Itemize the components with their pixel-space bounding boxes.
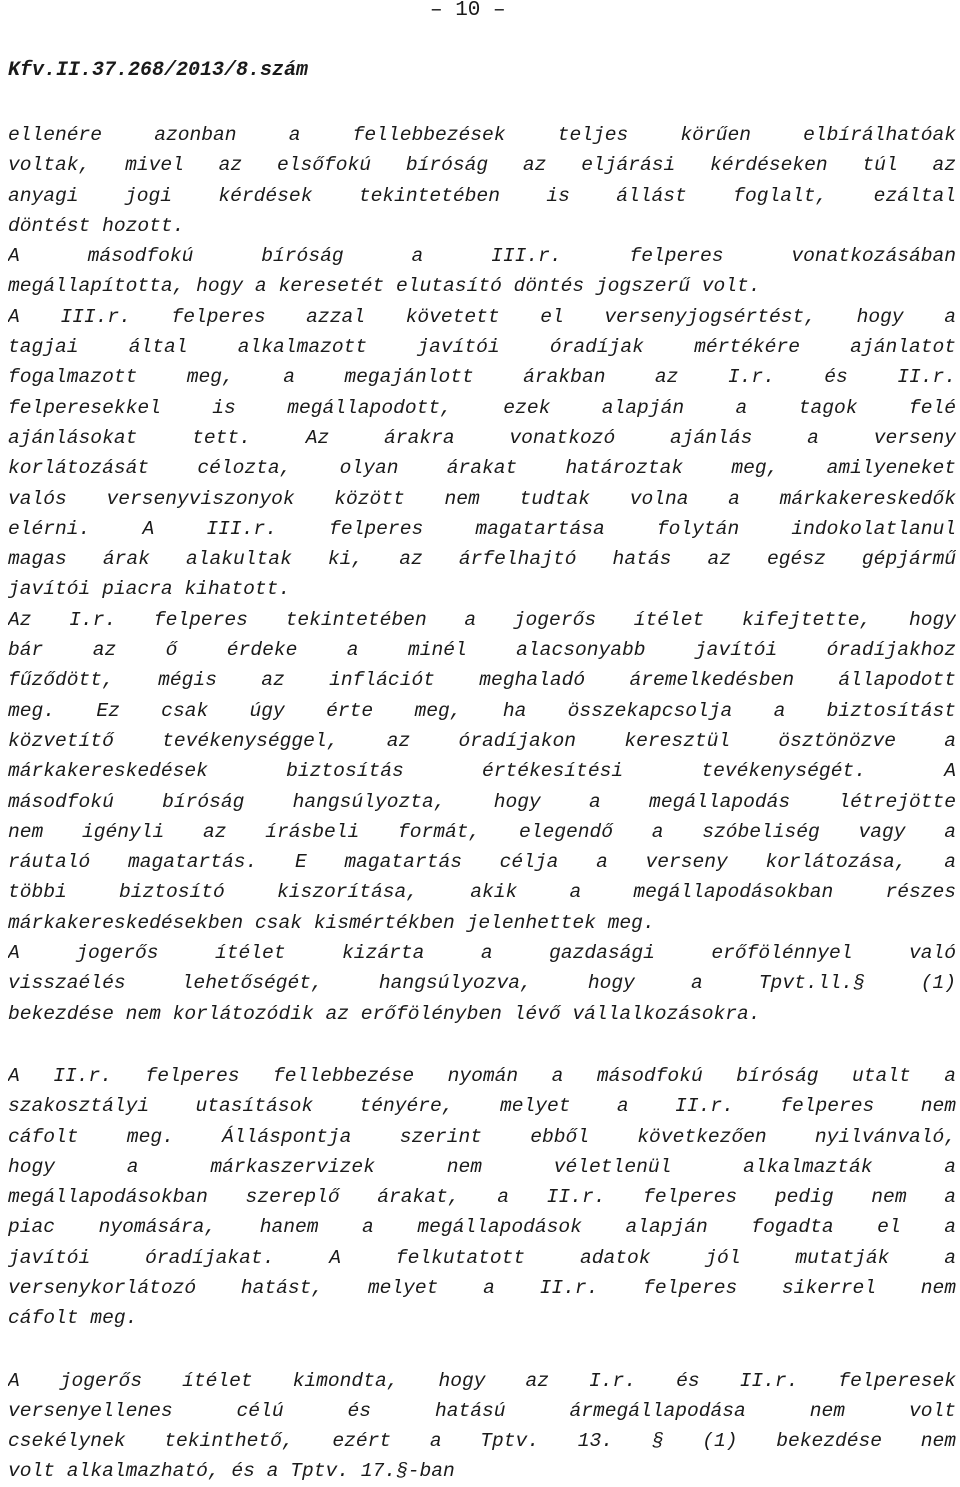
text-line: ráutaló magatartás. E magatartás célja a verseny korlátozása, a xyxy=(8,851,956,874)
text-line: piac nyomására, hanem a megállapodások alapján fogadta el a xyxy=(8,1216,956,1239)
text-line: visszaélés lehetőségét, hangsúlyozva, hogy a Tpvt.ll.§ (1) xyxy=(8,972,956,995)
text-line: javítói óradíjakat. A felkutatott adatok jól mutatják a xyxy=(8,1246,956,1269)
paragraph xyxy=(8,302,956,605)
paragraph xyxy=(8,1061,956,1334)
text-line: megállapodásokban szereplő árakat, a II.r. felperes pedig nem a xyxy=(8,1186,956,1209)
case-number: Kfv.II.37.268/2013/8.szám xyxy=(8,59,309,82)
text-line: másodfokú bíróság hangsúlyozta, hogy a megállapodás létrejötte xyxy=(8,790,956,813)
text-line: fogalmazott meg, a megajánlott árakban az I.r. és II.r. xyxy=(8,366,956,389)
text-line: Az I.r. felperes tekintetében a jogerős ítélet kifejtette, hogy xyxy=(8,608,956,631)
text-line: cáfolt meg. Álláspontja szerint ebből következően nyilvánvaló, xyxy=(8,1125,956,1148)
text-line: A III.r. felperes azzal követett el versenyjogsértést, hogy a xyxy=(8,305,956,328)
text-line: valós versenyviszonyok között nem tudtak volna a márkakereskedők xyxy=(8,487,956,510)
text-line: márkakereskedések biztosítás értékesítési tevékenységét. A xyxy=(8,760,956,783)
text-line: A jogerős ítélet kimondta, hogy az I.r. és II.r. felperesek xyxy=(8,1369,956,1392)
text-line: bekezdése nem korlátozódik az erőfölényben lévő vállalkozásokra. xyxy=(8,1002,761,1025)
text-line: A jogerős ítélet kizárta a gazdasági erőfölénnyel való xyxy=(8,942,956,965)
paragraph-gap xyxy=(8,1334,956,1366)
text-line: döntést hozott. xyxy=(8,214,185,237)
text-line: fűződött, mégis az inflációt meghaladó áremelkedésben állapodott xyxy=(8,669,956,692)
text-line: megállapította, hogy a keresetét elutasító döntés jogszerű volt. xyxy=(8,275,761,298)
paragraph xyxy=(8,605,956,938)
text-line: meg. Ez csak úgy érte meg, ha összekapcsolja a biztosítást xyxy=(8,699,956,722)
paragraph xyxy=(8,1366,956,1487)
text-line: cáfolt meg. xyxy=(8,1307,138,1330)
text-line: A másodfokú bíróság a III.r. felperes vonatkozásában xyxy=(8,245,956,268)
text-line: ellenére azonban a fellebbezések teljes körűen elbírálhatóak xyxy=(8,124,956,146)
paragraph-gap xyxy=(8,1029,956,1061)
text-line: nem igényli az írásbeli formát, elegendő a szóbeliség vagy a xyxy=(8,820,956,843)
paragraph xyxy=(8,120,956,241)
page-number: – 10 – xyxy=(430,0,506,22)
text-line: közvetítő tevékenységgel, az óradíjakon keresztül ösztönözve a xyxy=(8,729,956,752)
text-line: hogy a márkaszervizek nem véletlenül alkalmazták a xyxy=(8,1155,956,1178)
text-line: korlátozását célozta, olyan árakat határoztak meg, amilyeneket xyxy=(8,457,956,480)
text-line: versenyellenes célú és hatású ármegállapodása nem volt xyxy=(8,1399,956,1422)
document-body xyxy=(8,120,956,1487)
text-line: volt alkalmazható, és a Tptv. 17.§-ban xyxy=(8,1460,455,1483)
paragraph xyxy=(8,938,956,1029)
text-line: javítói piacra kihatott. xyxy=(8,578,291,601)
text-line: versenykorlátozó hatást, melyet a II.r. felperes sikerrel nem xyxy=(8,1276,956,1299)
text-line: tagjai által alkalmazott javítói óradíjak mértékére ajánlatot xyxy=(8,336,956,359)
paragraph xyxy=(8,241,956,302)
text-line: bár az ő érdeke a minél alacsonyabb javítói óradíjakhoz xyxy=(8,639,956,662)
text-line: szakosztályi utasítások tényére, melyet a II.r. felperes nem xyxy=(8,1095,956,1118)
text-line: márkakereskedésekben csak kismértékben jelenhettek meg. xyxy=(8,911,655,934)
text-line: többi biztosító kiszorítása, akik a megállapodásokban részes xyxy=(8,881,956,904)
text-line: magas árak alakultak ki, az árfelhajtó hatás az egész gépjármű xyxy=(8,548,956,571)
text-line: anyagi jogi kérdések tekintetében is állást foglalt, ezáltal xyxy=(8,184,956,207)
text-line: A II.r. felperes fellebbezése nyomán a másodfokú bíróság utalt a xyxy=(8,1064,956,1087)
text-line: felperesekkel is megállapodott, ezek alapján a tagok felé xyxy=(8,396,956,419)
text-line: ajánlásokat tett. Az árakra vonatkozó ajánlás a verseny xyxy=(8,426,956,449)
text-line: elérni. A III.r. felperes magatartása folytán indokolatlanul xyxy=(8,517,956,540)
text-line: csekélynek tekinthető, ezért a Tptv. 13. § (1) bekezdése nem xyxy=(8,1430,956,1453)
text-line: voltak, mivel az elsőfokú bíróság az eljárási kérdéseken túl az xyxy=(8,154,956,177)
